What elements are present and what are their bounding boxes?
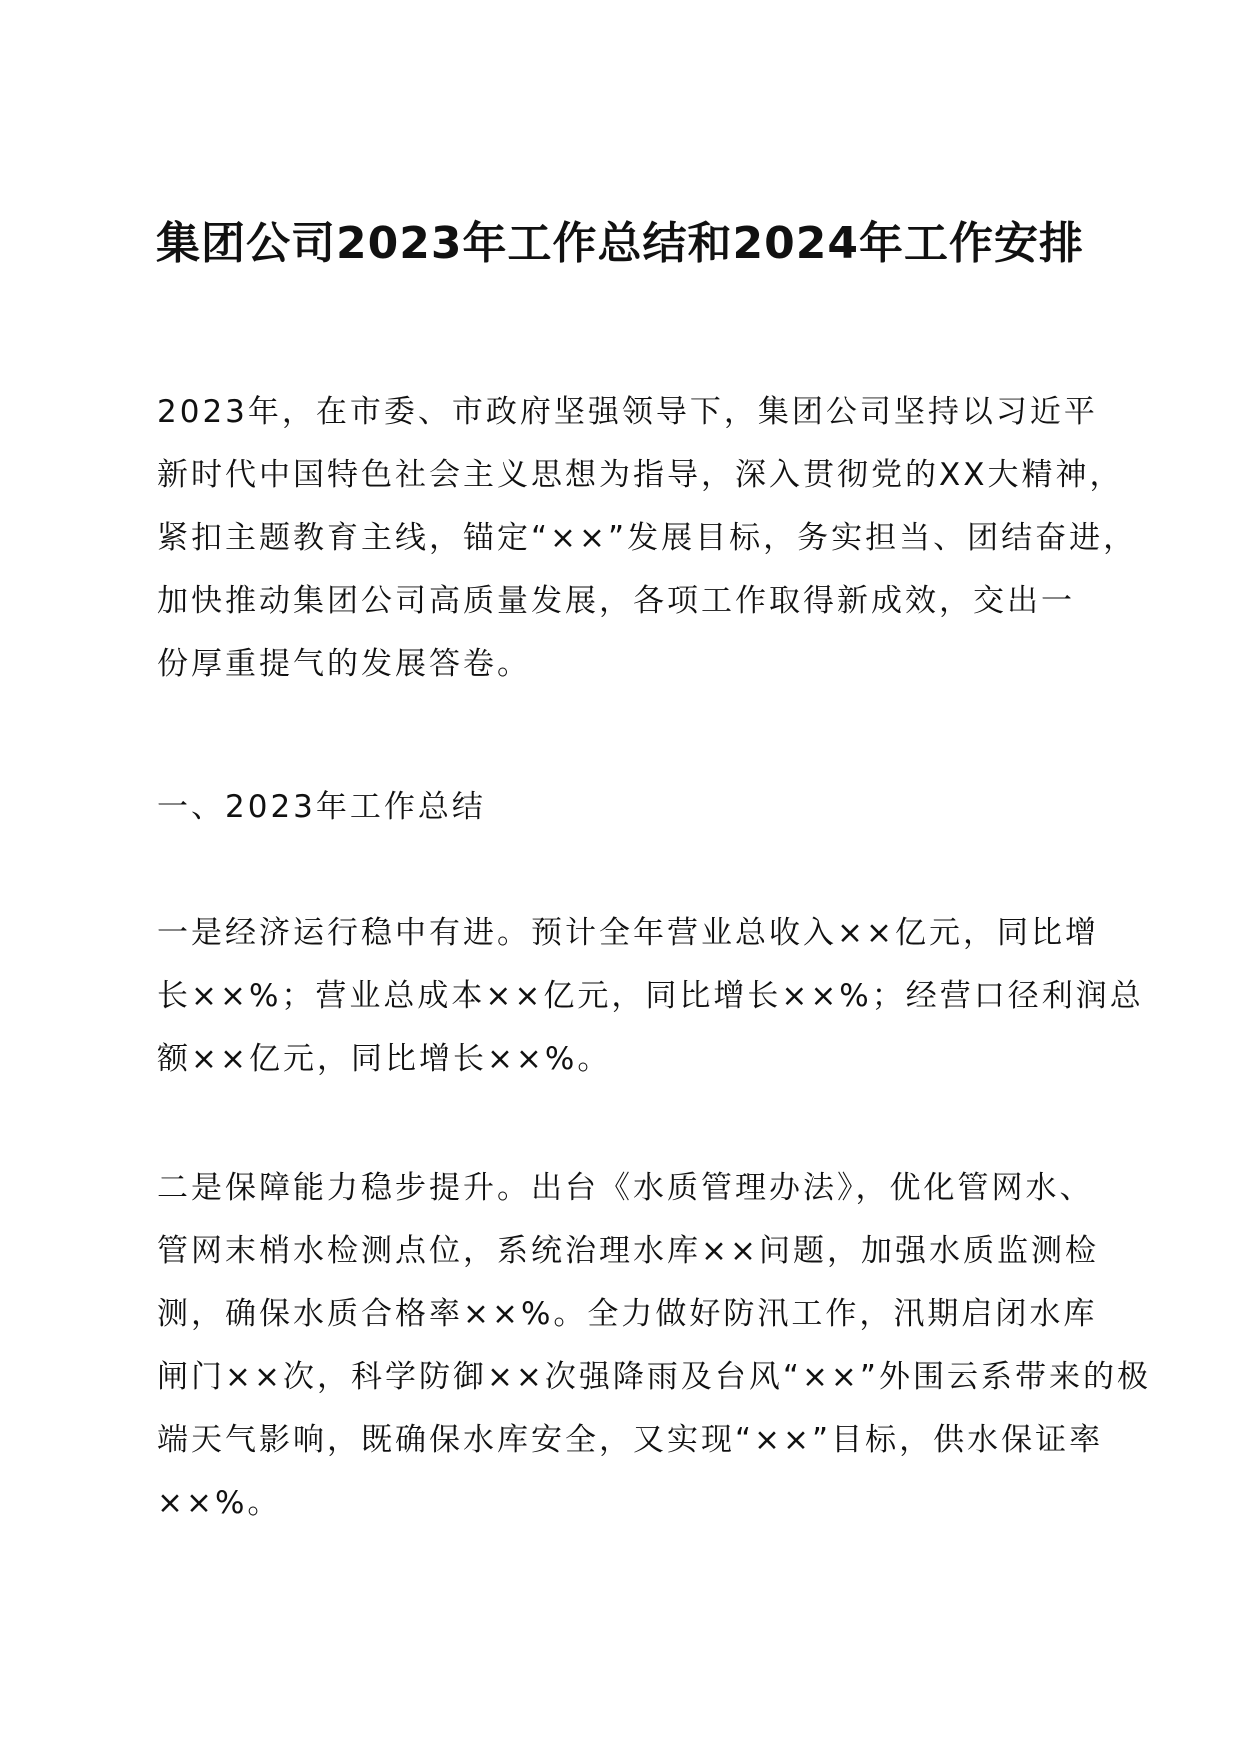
paragraph-line: ××%。 xyxy=(157,1485,282,1521)
paragraph-line: 新时代中国特色社会主义思想为指导，深入贯彻党的XX大精神， xyxy=(157,457,1124,493)
supply-capacity-paragraph xyxy=(157,1157,1151,1535)
paragraph-line: 二是保障能力稳步提升。出台《水质管理办法》，优化管网水、 xyxy=(157,1170,1094,1206)
paragraph-line: 额××亿元，同比增长××%。 xyxy=(157,1041,612,1077)
paragraph-line: 管网末梢水检测点位，系统治理水库××问题，加强水质监测检 xyxy=(157,1233,1099,1269)
section-heading xyxy=(157,776,1097,839)
document-title: 集团公司2023年工作总结和2024年工作安排 xyxy=(156,218,1084,269)
economic-operation-paragraph xyxy=(157,902,1144,1091)
paragraph-line: 一是经济运行稳中有进。预计全年营业总收入××亿元，同比增 xyxy=(157,915,1099,951)
paragraph-line: 长××%；营业总成本××亿元，同比增长××%；经营口径利润总 xyxy=(157,978,1144,1014)
paragraph-line: 紧扣主题教育主线，锚定“××”发展目标，务实担当、团结奋进， xyxy=(157,520,1138,556)
section-heading-text: 一、2023年工作总结 xyxy=(157,789,486,825)
paragraph-line: 测，确保水质合格率××%。全力做好防汛工作，汛期启闭水库 xyxy=(157,1296,1098,1332)
paragraph-line: 份厚重提气的发展答卷。 xyxy=(157,646,531,682)
paragraph-line: 端天气影响，既确保水库安全，又实现“××”目标，供水保证率 xyxy=(157,1422,1104,1458)
intro-paragraph xyxy=(157,381,1138,696)
paragraph-line: 闸门××次，科学防御××次强降雨及台风“××”外围云系带来的极 xyxy=(157,1359,1151,1395)
paragraph-line: 加快推动集团公司高质量发展，各项工作取得新成效，交出一 xyxy=(157,583,1075,619)
paragraph-line: 2023年，在市委、市政府坚强领导下，集团公司坚持以习近平 xyxy=(157,394,1098,430)
